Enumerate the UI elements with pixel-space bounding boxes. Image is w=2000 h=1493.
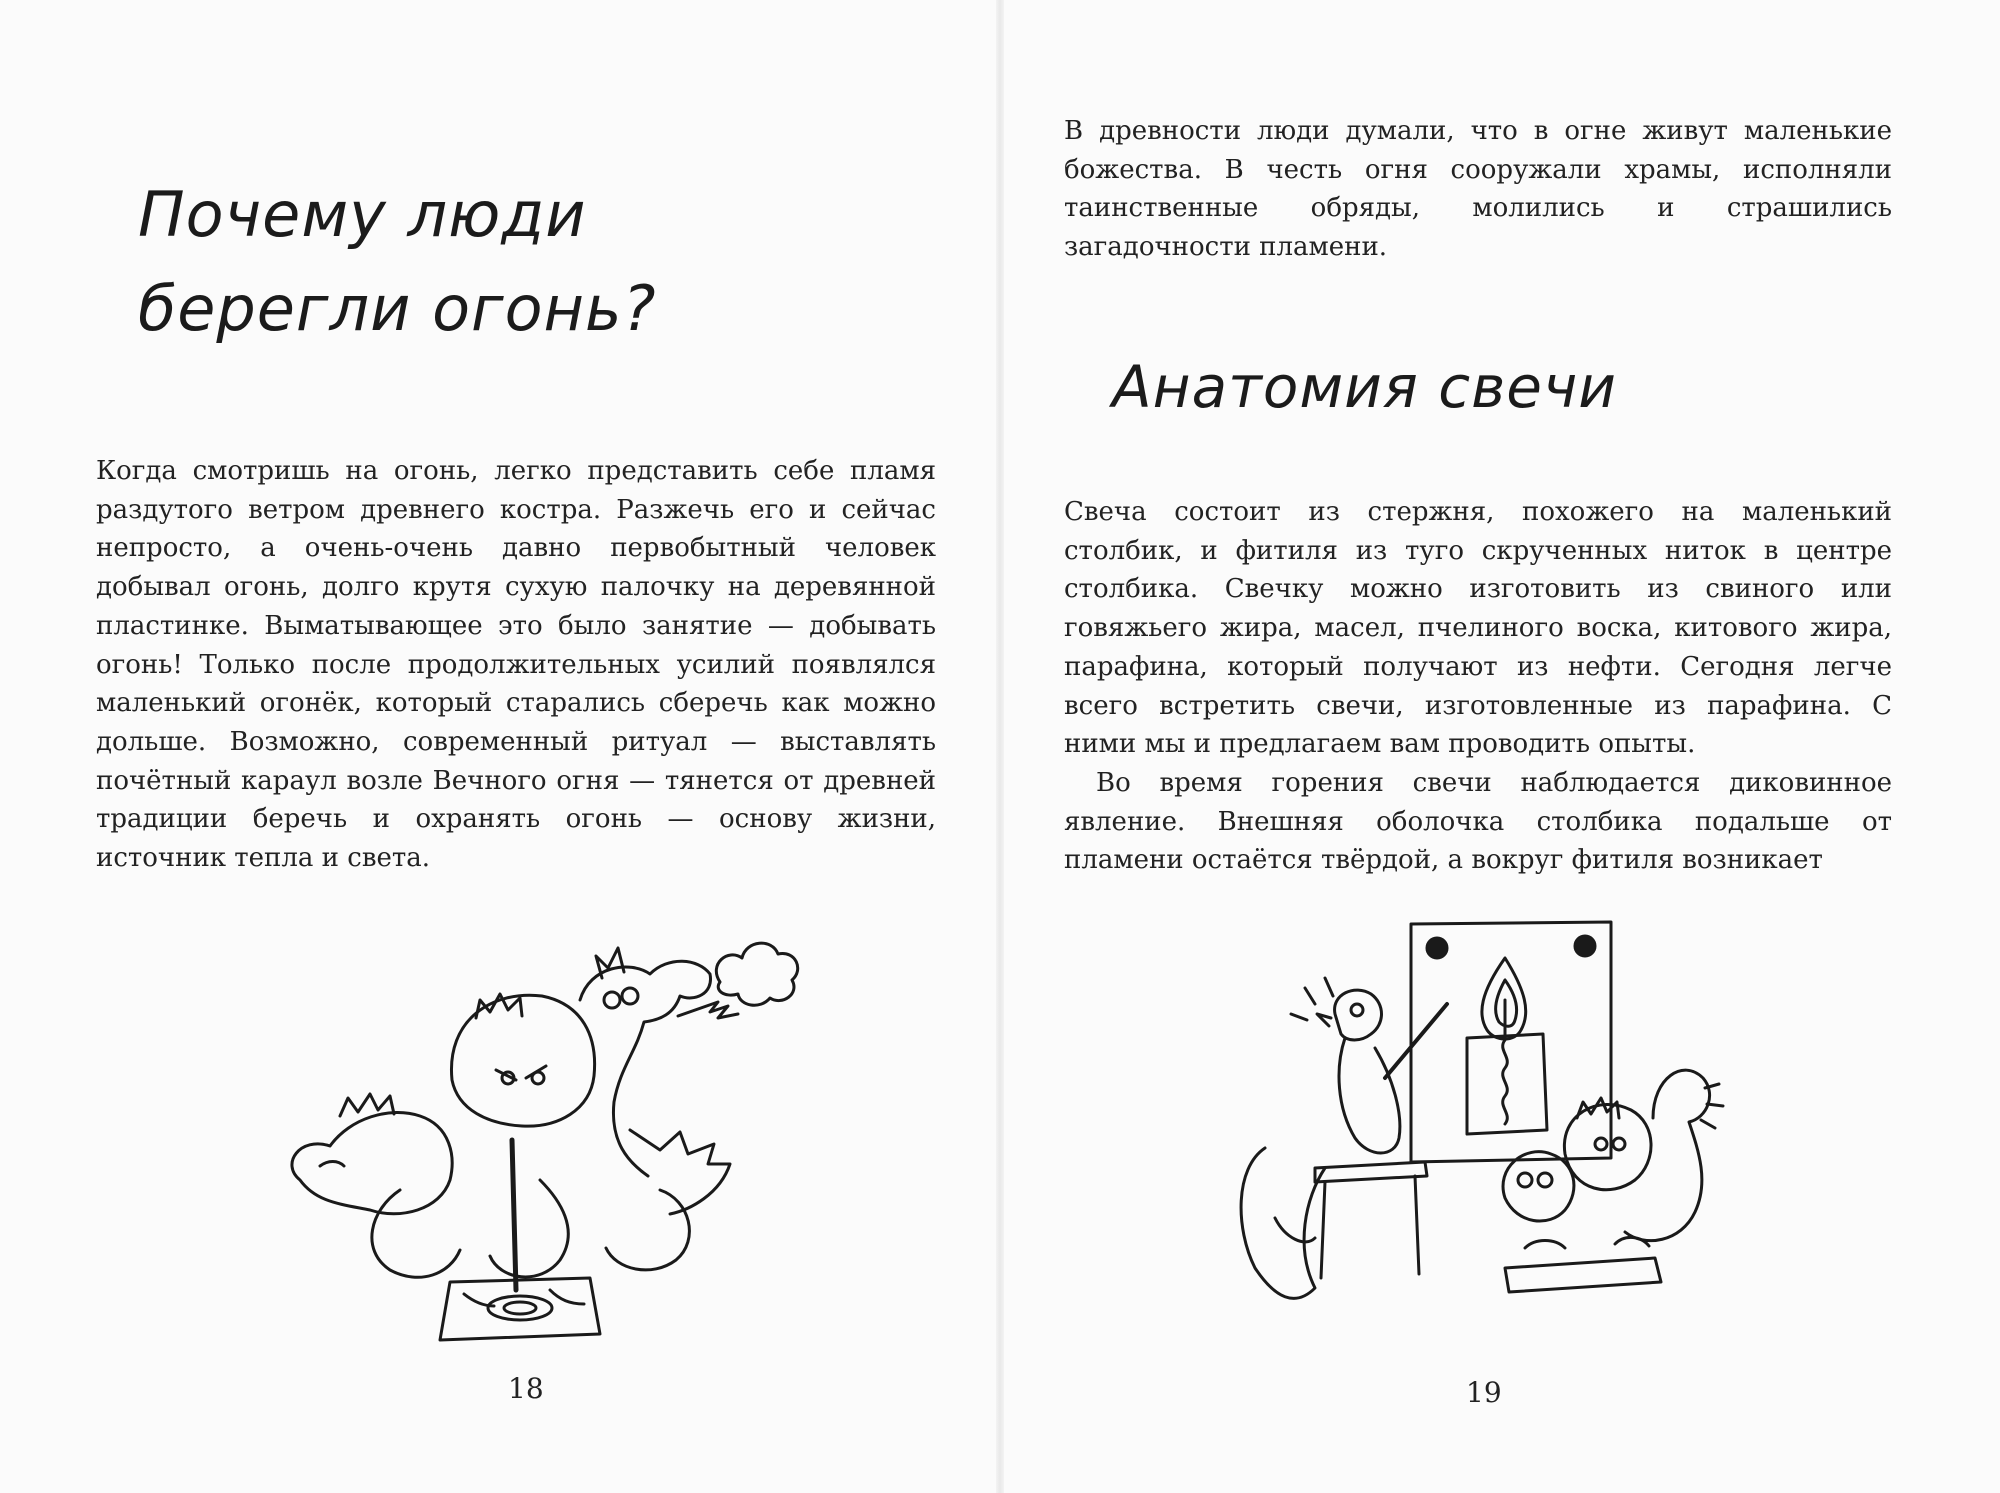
- candle-lesson-illustration: [1205, 918, 1725, 1358]
- right-page-paragraph-1: Свеча состоит из стержня, похожего на маленький столбик, и фитиля из туго скрученных ниток в центре столбика. Свечку можно изготовить из свиного или говяжьего жира, масел, пчелиного воска, китового жира, парафина, который получают из нефти. Сегодня легче всего встретить свечи, изготовленные из парафина. С ними мы и предлагаем вам проводить опыты.: [1064, 497, 1892, 760]
- right-page: [1000, 0, 2000, 1493]
- right-page-paragraph-2: Во время горения свечи наблюдается диковинное явление. Внешняя оболочка столбика подальше от пламени остаётся твёрдой, а вокруг фитиля возникает: [1064, 768, 1892, 876]
- smoke-cloud: [716, 943, 797, 1005]
- right-page-intro-paragraph: В древности люди думали, что в огне живут маленькие божества. В честь огня сооружали храмы, исполняли таинственные обряды, молились и страшились загадочности пламени.: [1064, 116, 1892, 263]
- right-page-title: Анатомия свечи: [1112, 353, 1617, 421]
- pointer-stick: [1385, 1004, 1447, 1078]
- page-number-left: 18: [508, 1372, 544, 1405]
- student-dragon-right: [1625, 1070, 1710, 1240]
- left-page-title: Почему люди берегли огонь?: [138, 178, 657, 345]
- student-desk: [1505, 1258, 1661, 1292]
- left-dragon: [292, 1113, 452, 1214]
- stool: [1315, 1162, 1427, 1182]
- fire-stick: [512, 1140, 516, 1290]
- fire-breath: [678, 1002, 738, 1018]
- left-page-paragraph: Когда смотришь на огонь, легко представить себе пламя раздутого ветром древнего костра. Разжечь его и сейчас непросто, а очень-очень давно первобытный человек добывал огонь, долго крутя сухую палочку на деревянной пластинке. Выматывающее это было занятие — добывать огонь! Только после продолжительных усилий появлялся маленький огонёк, который старались сберечь как можно дольше. Возможно, современный ритуал — выставлять почётный караул возле Вечного огня — тянется от древней традиции беречь и охранять огонь — основу жизни, источник тепла и света.: [96, 456, 936, 874]
- dragons-campfire-illustration: [280, 930, 820, 1350]
- page-number-right: 19: [1466, 1376, 1502, 1409]
- right-dragon-head: [580, 961, 711, 1176]
- student-dragon-left: [1503, 1152, 1574, 1221]
- wood-block: [440, 1278, 600, 1340]
